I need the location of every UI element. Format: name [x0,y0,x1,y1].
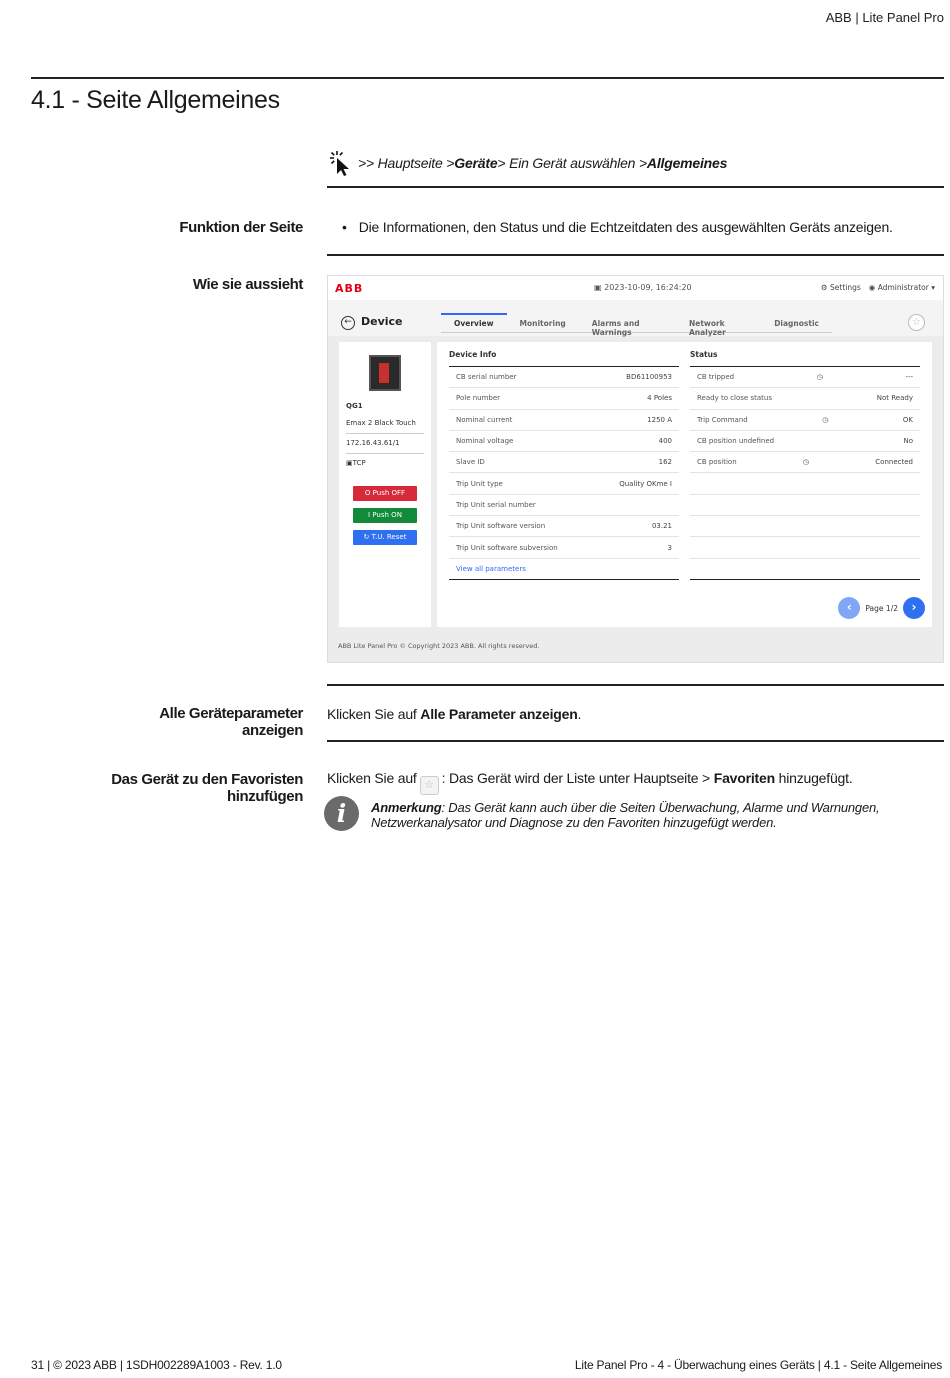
favoriten-text-suffix: hinzugefügt. [774,770,853,786]
row-value: 400 [658,437,672,446]
divider [327,186,944,188]
clock-icon: ◷ [816,373,823,382]
label-aussehen: Wie sie aussieht [192,276,303,293]
device-page-screenshot [327,275,944,663]
parameter-text-suffix: . [577,706,582,722]
nav-path-middle: > Ein Gerät auswählen > [497,155,647,171]
user-icon: ◉ [868,283,876,292]
tu-reset-label: T.U. Reset [371,533,407,541]
table-row [690,388,920,409]
label-parameter-line1: Alle Geräteparameter [159,705,303,722]
device-protocol [346,459,366,467]
app-topbar [328,276,943,300]
row-key: Nominal current [456,415,513,424]
row-key: Nominal voltage [456,437,514,446]
gear-icon: ⚙ [820,283,828,292]
row-key: Slave ID [456,458,485,467]
divider [327,684,944,686]
divider [346,453,424,454]
row-key: Ready to close status [697,394,772,403]
row-value: 03.21 [651,522,672,531]
parameter-text-prefix: Klicken Sie auf [327,706,421,722]
protocol-label: TCP [352,459,366,467]
tu-reset-button[interactable] [353,530,417,545]
row-value: Connected [875,458,913,467]
device-tabs [441,313,832,337]
divider [346,433,424,434]
row-value: No [903,437,913,446]
user-menu[interactable] [869,283,935,292]
table-row [449,388,679,409]
note-line1: : Das Gerät kann auch über die Seiten Überwachung, Alarme und Warnungen, [441,800,880,815]
row-key: Trip Unit software version [456,522,546,531]
chevron-down-icon: ▾ [931,283,935,292]
empty-row [690,559,920,580]
note-line2: Netzwerkanalysator und Diagnose zu den Favoriten hinzugefügt werden. [371,815,777,830]
device-name: QG1 [346,402,363,410]
device-model: Emax 2 Black Touch [346,419,416,427]
datetime-value: 2023-10-09, 16:24:20 [604,283,692,292]
calendar-icon: ▣ [594,283,602,292]
favoriten-text-bold: Favoriten [713,770,775,786]
parameter-text [327,706,581,722]
row-key: Trip Unit serial number [456,500,536,509]
nav-path-prefix: >> Hauptseite > [358,155,455,171]
funktion-text: Die Informationen, den Status und die Echtzeitdaten des ausgewählten Geräts anzeigen. [358,219,893,235]
footer-right: Lite Panel Pro - 4 - Überwachung eines Geräts | 4.1 - Seite Allgemeines [574,1358,942,1372]
funktion-bullet [342,219,893,235]
abb-logo: ABB [335,282,364,295]
table-row [449,410,679,431]
table-row [449,473,679,494]
tab-diagnostic[interactable]: Diagnostic [774,319,819,328]
table-row [690,410,920,431]
nav-path-allgemeines: Allgemeines [646,155,728,171]
label-favoriten-line1: Das Gerät zu den Favoristen [111,771,303,788]
favoriten-text-prefix: Klicken Sie auf [327,770,417,786]
table-row [690,452,920,473]
label-parameter [159,705,303,739]
row-value: --- [905,373,913,382]
star-icon: ☆ [420,776,439,795]
tab-network-analyzer[interactable]: Network Analyzer [688,319,726,337]
note [371,800,931,830]
row-value: 4 Poles [647,394,672,403]
settings-link[interactable] [821,283,861,292]
bullet-dot: • [342,219,347,235]
running-header: ABB | Lite Panel Pro [825,10,944,25]
pager [838,597,925,619]
row-value: OK [902,415,913,424]
datetime [594,283,692,292]
prev-page-button[interactable]: ‹ [838,597,860,619]
label-parameter-line2: anzeigen [242,722,303,739]
navigation-path [328,150,727,176]
push-off-button[interactable]: O Push OFF [353,486,417,501]
click-cursor-icon [328,150,352,176]
device-info-table [449,350,679,580]
row-key: Trip Unit type [456,479,503,488]
back-arrow-icon[interactable]: ← [341,316,355,330]
note-title: Anmerkung [371,800,442,815]
push-on-button[interactable]: I Push ON [353,508,417,523]
table-row [449,452,679,473]
user-label: Administrator [877,283,929,292]
title-rule [31,77,944,79]
row-key: Pole number [456,394,501,403]
settings-label: Settings [830,283,861,292]
device-title: Device [361,315,403,328]
row-value: Quality OKme I [619,479,672,488]
favorite-star-icon[interactable]: ☆ [908,314,925,331]
footer-left: 31 | © 2023 ABB | 1SDH002289A1003 - Rev. 1.0 [31,1358,282,1372]
row-value: BD61100953 [626,373,672,382]
row-value: 1250 A [647,415,672,424]
divider [327,740,944,742]
divider [327,254,944,256]
tab-overview[interactable]: Overview [441,313,507,333]
page-title: 4.1 - Seite Allgemeines [31,86,280,114]
table-row [690,431,920,452]
label-favoriten-line2: hinzufügen [227,788,303,805]
empty-row [690,516,920,537]
row-key: Trip Command [697,415,748,424]
empty-row [690,473,920,494]
row-key: CB tripped [697,373,735,382]
table-row [449,516,679,537]
label-favoriten [111,771,303,805]
info-icon: i [324,796,359,831]
row-key: CB position undefined [697,437,775,446]
table-row [449,495,679,516]
row-value: Not Ready [876,394,913,403]
topbar-right [821,283,935,292]
row-key: CB position [697,458,737,467]
label-funktion: Funktion der Seite [179,219,303,236]
clock-icon: ◷ [802,458,810,467]
app-copyright: ABB Lite Panel Pro © Copyright 2023 ABB. All rights reserved. [338,642,540,650]
row-key: CB serial number [456,373,517,382]
empty-row [690,537,920,558]
status-table [690,350,920,580]
view-all-parameters-link[interactable]: View all parameters [449,559,679,580]
table-row [449,431,679,452]
info-card [437,342,932,627]
tab-alarms[interactable]: Alarms and Warnings [591,319,640,337]
device-info-title: Device Info [449,350,679,367]
next-page-button[interactable]: › [903,597,925,619]
breaker-image [369,355,401,391]
tab-monitoring[interactable]: Monitoring [519,319,566,328]
lock-icon: ▣ [346,459,353,467]
status-title: Status [690,350,920,367]
device-card [339,342,431,627]
reset-icon: ↻ [363,533,370,541]
favoriten-text-middle: : Das Gerät wird der Liste unter Hauptseite > [441,770,714,786]
device-address: 172.16.43.61/1 [346,439,400,447]
nav-path-geraete: Geräte [454,155,498,171]
table-row [690,367,920,388]
page-indicator: Page 1/2 [865,603,898,613]
empty-row [690,495,920,516]
row-value: 3 [667,543,672,552]
clock-icon: ◷ [822,415,829,424]
table-row [449,367,679,388]
favoriten-text [327,770,853,795]
row-key: Trip Unit software subversion [456,543,558,552]
row-value: 162 [658,458,672,467]
table-row [449,537,679,558]
parameter-text-bold: Alle Parameter anzeigen [420,706,578,722]
